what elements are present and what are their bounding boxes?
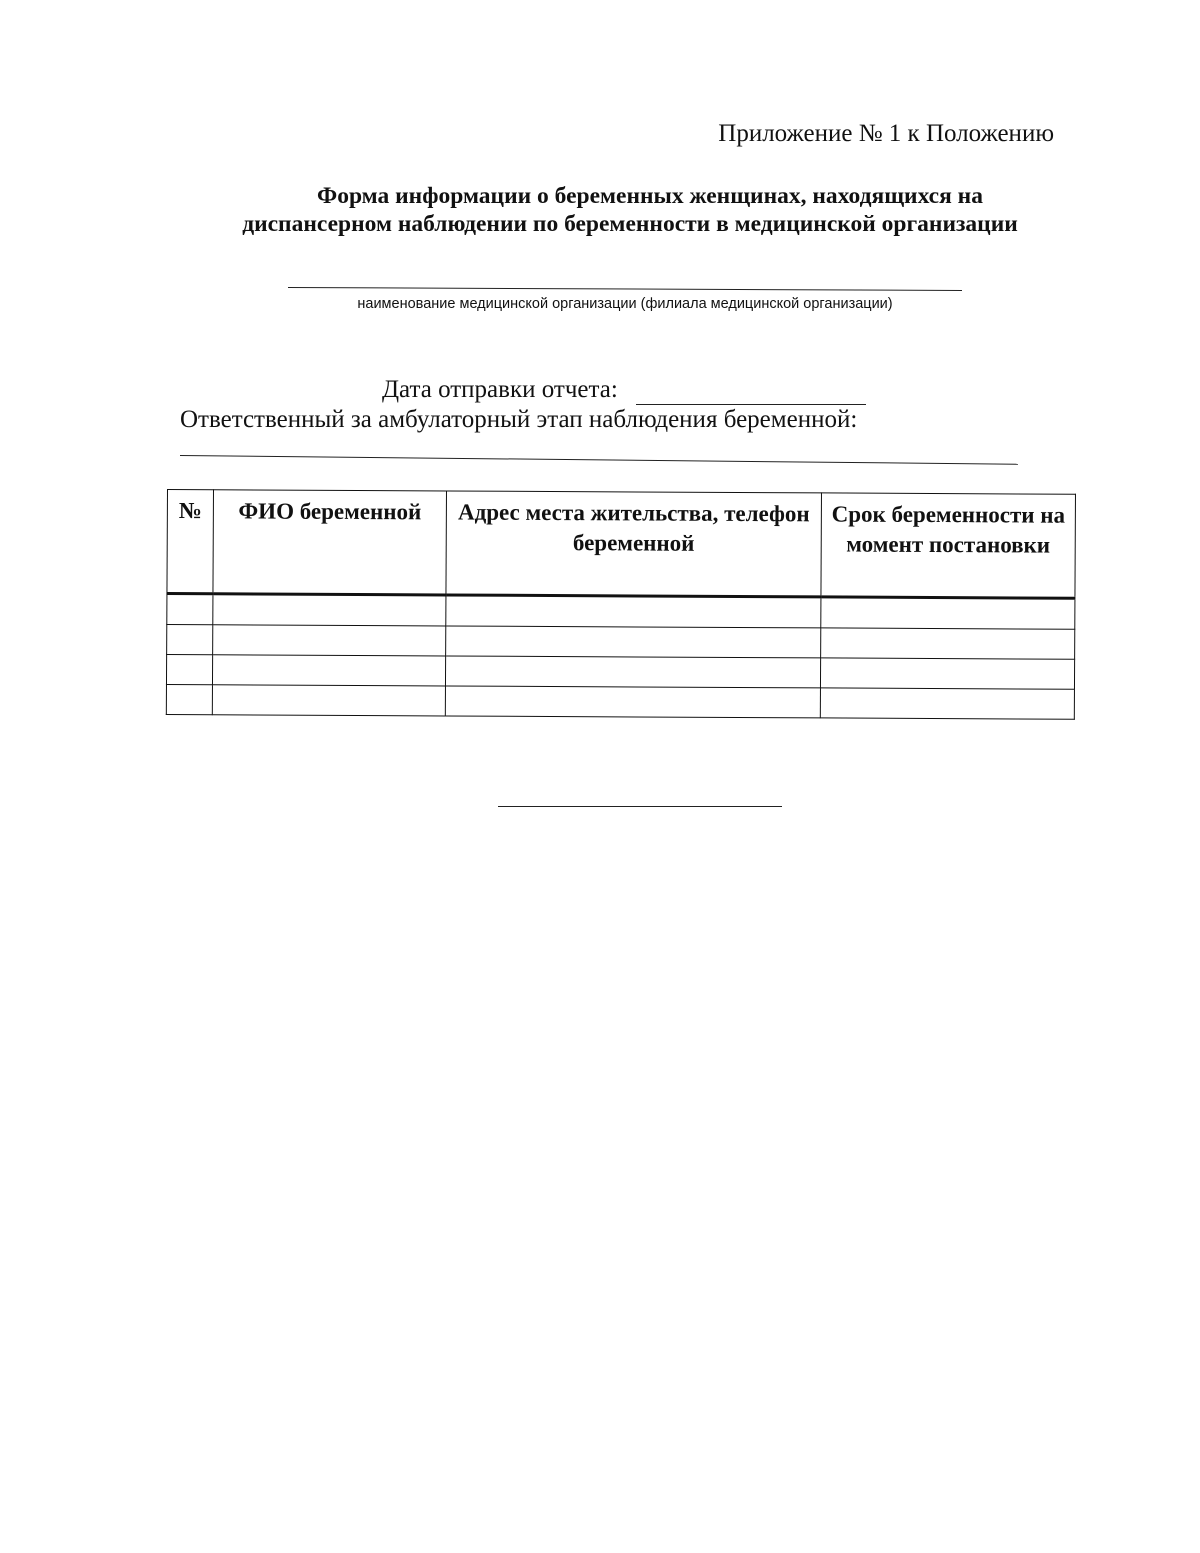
organization-name-caption: наименование медицинской организации (филиала медицинской организации) <box>357 296 893 312</box>
table-cell[interactable] <box>212 655 445 686</box>
table-cell[interactable] <box>446 626 821 658</box>
pregnant-women-table-container <box>166 489 1075 720</box>
organization-name-field[interactable] <box>288 287 962 291</box>
column-header-number: № <box>167 490 214 594</box>
table-cell[interactable] <box>820 688 1074 719</box>
report-date-field[interactable] <box>636 404 866 405</box>
table-cell[interactable] <box>821 597 1075 629</box>
table-cell[interactable] <box>167 625 213 655</box>
table-row <box>167 625 1075 660</box>
column-header-full-name: ФИО беременной <box>213 490 447 595</box>
table-cell[interactable] <box>166 655 212 685</box>
signature-line[interactable] <box>498 806 782 807</box>
responsible-person-field[interactable] <box>180 455 1018 465</box>
table-cell[interactable] <box>212 685 445 716</box>
table-cell[interactable] <box>821 628 1075 659</box>
table-cell[interactable] <box>446 595 821 628</box>
table-row <box>167 594 1075 630</box>
table-cell[interactable] <box>820 658 1074 689</box>
pregnant-women-table <box>166 489 1076 720</box>
table-cell[interactable] <box>445 686 820 718</box>
table-cell[interactable] <box>213 594 446 626</box>
table-cell[interactable] <box>445 656 820 688</box>
table-header-row <box>167 490 1076 599</box>
table-row <box>166 655 1074 690</box>
form-title-line-1: Форма информации о беременных женщинах, находящихся на <box>317 183 983 209</box>
form-title-line-2: диспансерном наблюдении по беременности в медицинской организации <box>242 211 1018 237</box>
responsible-person-label: Ответственный за амбулаторный этап наблюдения беременной: <box>180 406 858 433</box>
table-row <box>166 684 1074 719</box>
column-header-address-phone: Адрес места жительства, телефон беременной <box>446 491 822 597</box>
table-cell[interactable] <box>166 684 212 714</box>
report-date-label: Дата отправки отчета: <box>382 376 618 403</box>
table-cell[interactable] <box>213 625 446 656</box>
appendix-reference: Приложение № 1 к Положению <box>718 120 1054 147</box>
table-cell[interactable] <box>167 594 213 625</box>
form-title <box>150 182 1110 238</box>
column-header-gestational-age: Срок беременности на момент постановки <box>821 493 1076 598</box>
